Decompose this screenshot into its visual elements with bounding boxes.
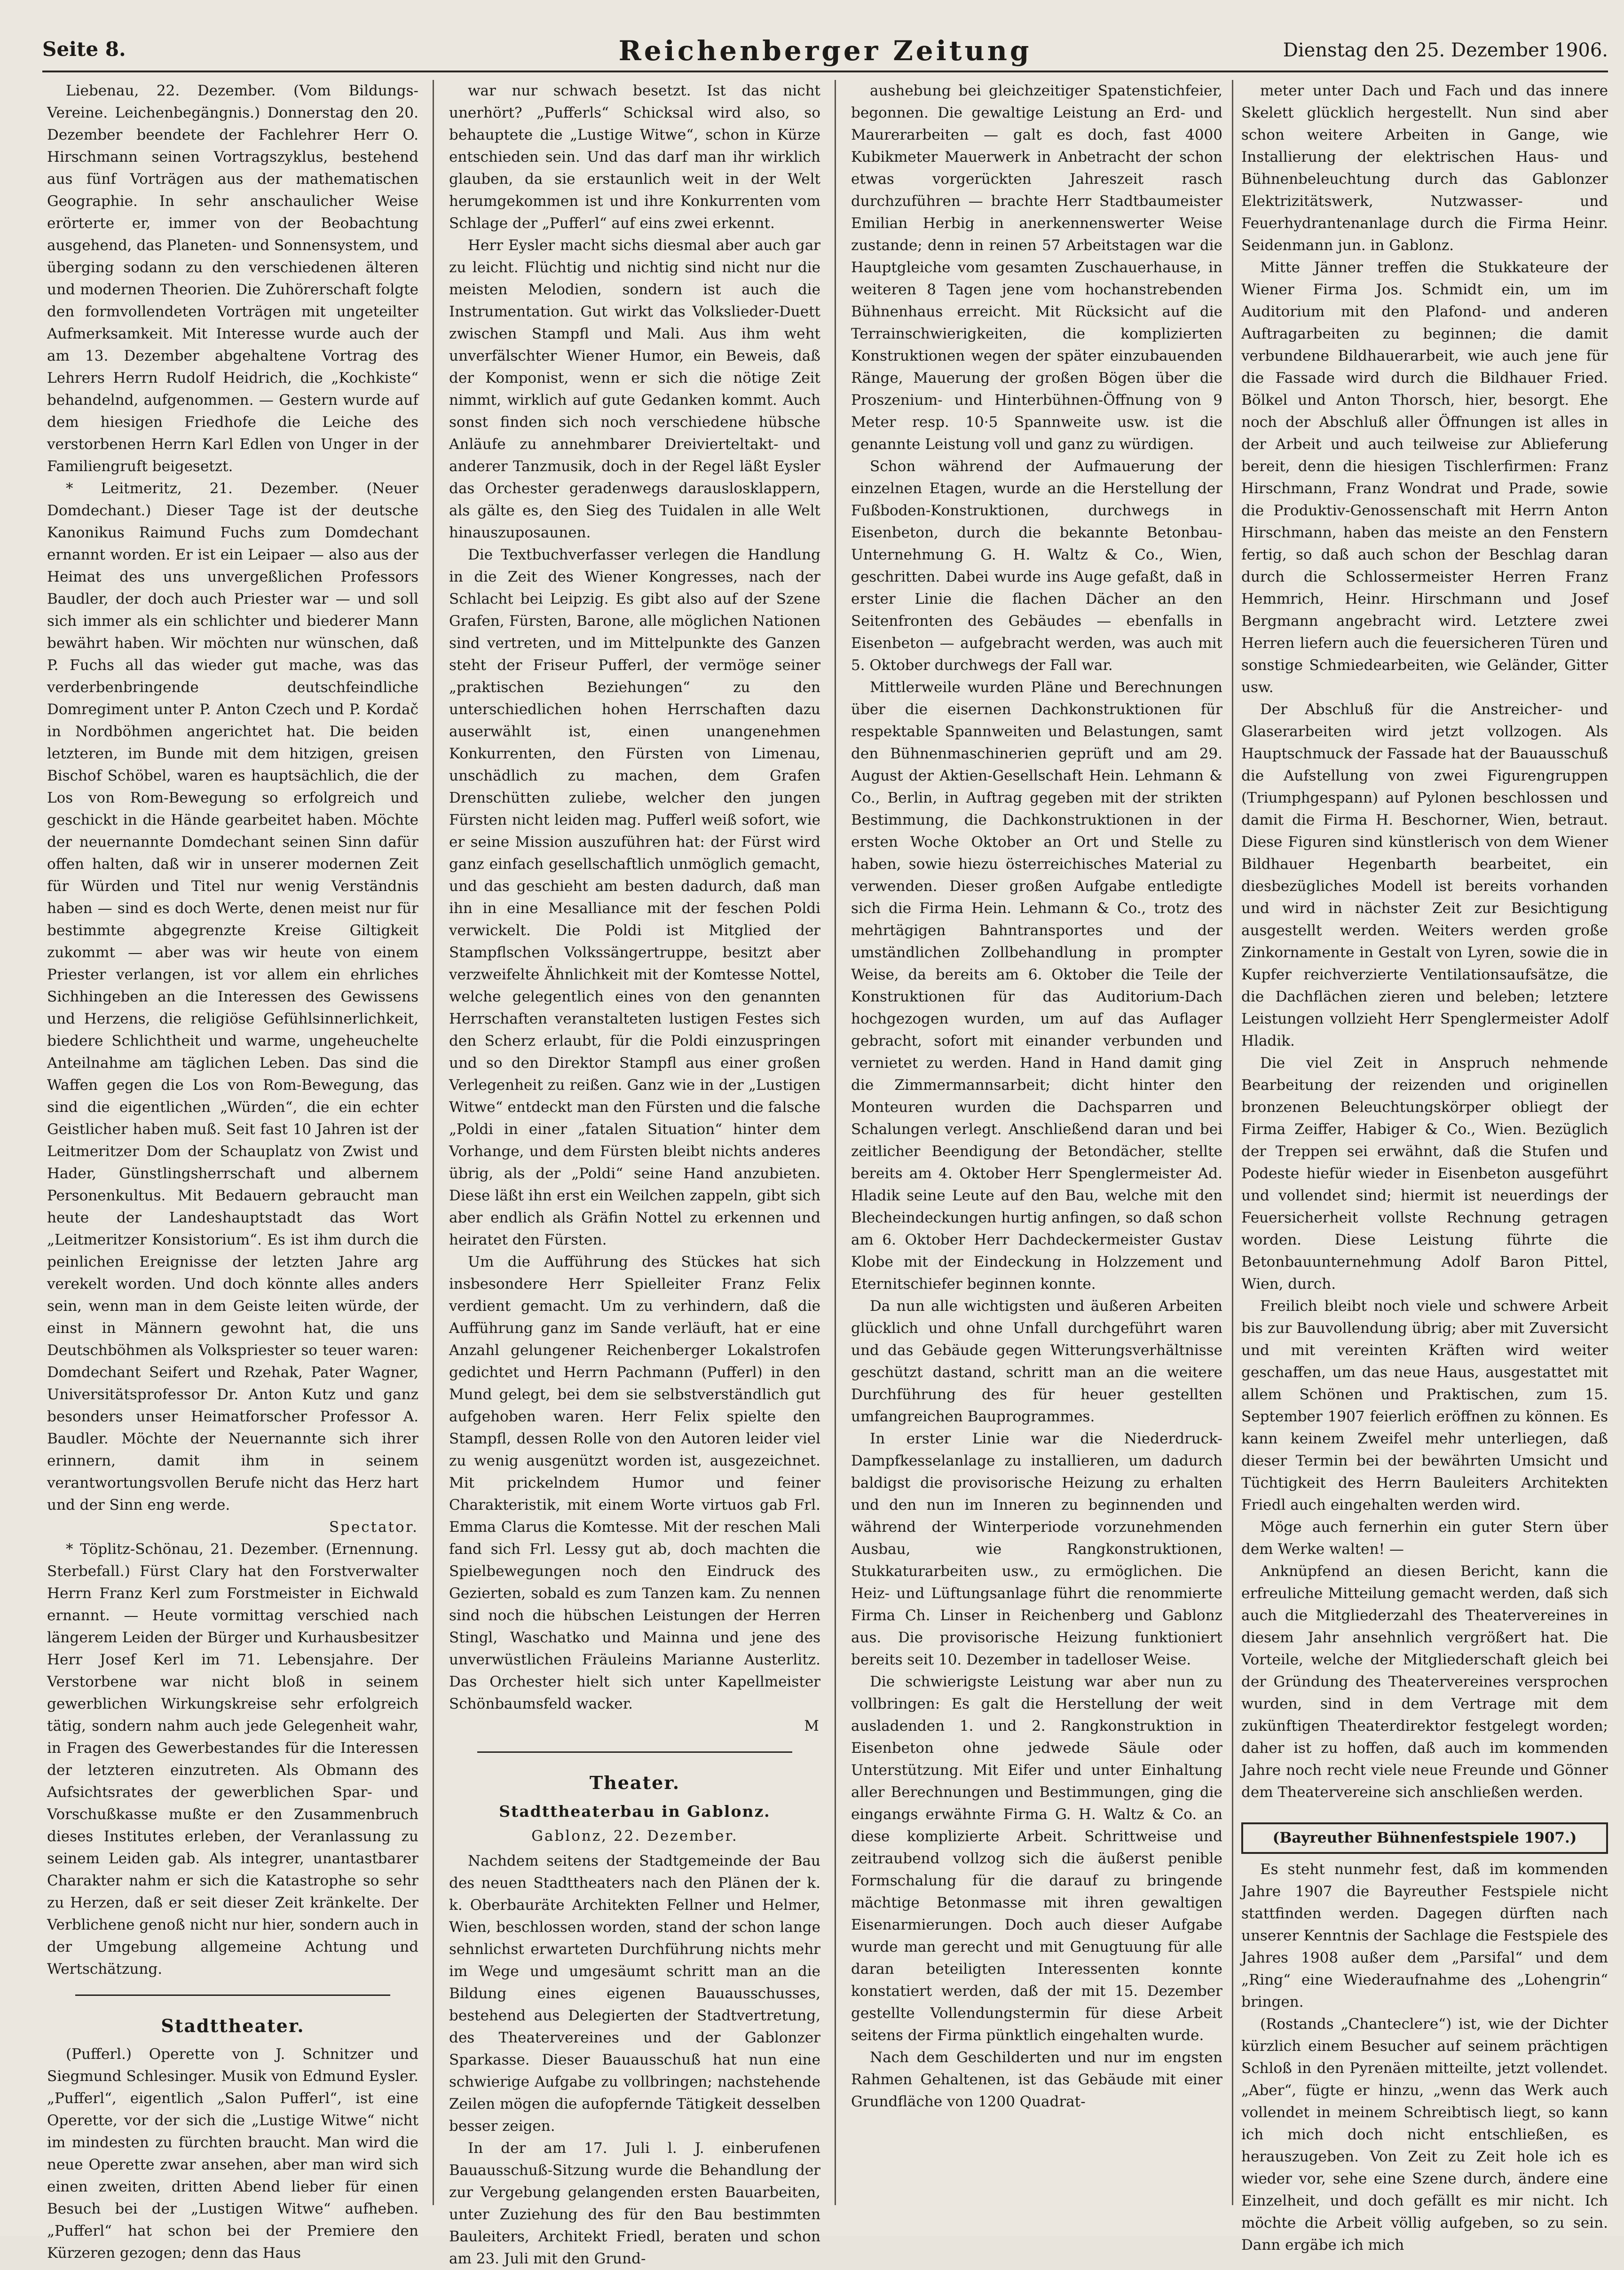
boxed-heading-bayreuth: (Bayreuther Bühnenfestspiele 1907.) <box>1241 1822 1608 1854</box>
article-theaterbau-8: Die schwierigste Leistung war aber nun zu vollbringen: Es galt die Herstellung der weit ausladenden 1. und 2. Rangkonstruktion in Eisenbeton ohne jedwede Säule oder Unterstützung. Mit Eifer und unter Einhaltung aller Berechnungen und Bestimmungen, ging die eingangs erwähnte Firma G. H. Waltz & Co. an diese komplizierte Arbeit. Schrittweise und zeitraubend vollzog sich die äußerst penible Formschalung für die darauf zu bringende mächtige Betonmasse mit ihren gewaltigen Eisenarmierungen. Doch auch dieser Aufgabe wurde man gerecht und mit Genugtuung für alle daran beteiligten Interessenten konnte konstatiert werden, daß der mit 15. Dezember gestellte Vollendungstermin für diese Arbeit seitens der Firma pünktlich eingehalten wurde. <box>851 1673 1222 2044</box>
article-signature: Spectator. <box>329 1519 418 1536</box>
column-1 <box>47 80 418 2262</box>
column-4 <box>1241 80 1608 2254</box>
article-theaterbau-14: Freilich bleibt noch viele und schwere Arbeit bis zur Bauvollendung übrig; aber mit Zuversicht und mit vereinten Kräften wird weiter geschaffen, um das neue Haus, ausgestattet mit allem Schönen und Praktischen, zum 15. September 1907 feierlich eröffnen zu können. Es kann keinem Zweifel mehr unterliegen, daß dieser Termin bei der bewährten Umsicht und Tüchtigkeit des Herrn Bauleiters Architekten Friedl auch eingehalten werden wird. <box>1241 1298 1608 1513</box>
article-chanteclere: (Rostands „Chanteclere“) ist, wie der Dichter kürzlich einem Besucher auf seinem prächtigen Schloß in den Pyrenäen mitteilte, jetzt vollendet. „Aber“, fügte er hinzu, „wenn das Werk auch vollendet in meinem Schreibtisch liegt, so kann ich mich doch nicht entschließen, es herauszugeben. Von Zeit zu Zeit hole ich es wieder vor, sehe eine Szene durch, ändere eine Einzelheit, und doch gefällt es mir nicht. Ich möchte die Arbeit völlig aufgeben, so zu sein. Dann ergäbe ich mich <box>1241 2016 1608 2254</box>
article-theaterbau-2: In der am 17. Juli l. J. einberufenen Bauausschuß-Sitzung wurde die Behandlung der zur Vergebung gelangenden ersten Bauarbeiten, unter Zuziehung des für den Bau bestimmten Bauleiters, Architekt Friedl, beraten und schon am 23. Juli mit den Grund- <box>449 2140 820 2267</box>
article-theaterbau-13: Die viel Zeit in Anspruch nehmende Bearbeitung der reizenden und originellen bronzenen Beleuchtungskörper obliegt der Firma Zeiffer, Habiger & Co., Wien. Bezüglich der Treppen sei erwähnt, daß die Stufen und Podeste hiefür wieder in Eisenbeton ausgeführt und vollendet sind; hiermit ist neuerdings der Feuersicherheit vollste Rechnung getragen worden. Diese Leistung führte die Betonbauunternehmung Adolf Baron Pittel, Wien, durch. <box>1241 1055 1608 1293</box>
column-rule <box>1232 80 1233 2205</box>
page-label: Seite 8. <box>42 38 126 61</box>
article-theaterbau-1: Nachdem seitens der Stadtgemeinde der Bau des neuen Stadttheaters nach den Plänen der k. k. Oberbauräte Architekten Fellner und Helmer, Wien, beschlossen worden, stand der schon lange sehnlichst erwarteten Durchführung nichts mehr im Wege und umgesäumt schritt man an die Bildung eines eigenen Bauausschusses, bestehend aus Delegierten der Stadtvertretung, des Theatervereines und der Gablonzer Sparkasse. Dieser Bauausschuß hat nun eine schwierige Aufgabe zu vollbringen; nachstehende Zeilen mögen die aufopfernde Tätigkeit desselben besser zeigen. <box>449 1852 820 2135</box>
article-teplitz: * Töplitz-Schönau, 21. Dezember. (Ernennung. Sterbefall.) Fürst Clary hat den Forstverwalter Herrn Franz Kerl zum Forstmeister in Eichwald ernannt. — Heute vormittag verschied nach längerem Leiden der Bürger und Kurhausbesitzer Herr Josef Kerl im 71. Lebensjahre. Der Verstorbene war nicht bloß in seinem gewerblichen Wirkungskreise sehr erfolgreich tätig, sondern nahm auch jede Gelegenheit wahr, in Fragen des Gewerbestandes für die Interessen der letzteren einzutreten. Als Obmann des Aufsichtsrates der gewerblichen Spar- und Vorschußkasse mußte er den Zusammenbruch dieses Institutes erleben, der Veranlassung zu seinem Leiden gab. Als integrer, unantastbarer Charakter nahm er sich die Katastrophe so sehr zu Herzen, daß er seit dieser Zeit kränkelte. Der Verblichene genoß nicht nur hier, sondern auch in der Umgebung allgemeine Achtung und Wertschätzung. <box>47 1541 418 1978</box>
review-signature: M <box>804 1718 820 1734</box>
column-rule <box>433 80 434 2205</box>
review-pufferl-cont-3: Die Textbuchverfasser verlegen die Handlung in die Zeit des Wiener Kongresses, nach der Schlacht bei Leipzig. Es gibt also auf der Szene Grafen, Fürsten, Barone, alle möglichen Nationen sind vertreten, und im Mittelpunkte des Ganzen steht der Friseur Pufferl, der vermöge seiner „praktischen Beziehungen“ zu den unterschiedlichen hohen Herrschaften dazu auserwählt ist, einen unangenehmen Konkurrenten, den Fürsten von Limenau, unschädlich zu machen, dem Grafen Drenschütten zuliebe, welcher den jungen Fürsten nicht leiden mag. Pufferl weiß sofort, wie er seine Mission auszuführen hat: der Fürst wird ganz einfach gesellschaftlich unmöglich gemacht, und das geschieht am besten dadurch, daß man ihn in eine Mesalliance mit der feschen Poldi verwickelt. Die Poldi ist Mitglied der Stampflschen Volkssängertruppe, besitzt aber verzweifelte Ähnlichkeit mit der Komtesse Nottel, welche gelegentlich eines von den genannten Herrschaften veranstalteten lustigen Festes sich den Scherz erlaubt, für die Poldi einzuspringen und so den Direktor Stampfl aus einer großen Verlegenheit zu reißen. Ganz wie in der „Lustigen Witwe“ entdeckt man den Fürsten und die falsche „Poldi in einer „fatalen Situation“ hinter dem Vorhange, und dem Fürsten bleibt nichts anderes übrig, als der „Poldi“ seine Hand anzubieten. Diese läßt ihn erst ein Weilchen zappeln, gibt sich aber endlich als Gräfin Nottel zu erkennen und heiratet den Fürsten. <box>449 546 820 1248</box>
article-theaterbau-6: Da nun alle wichtigsten und äußeren Arbeiten glücklich und ohne Unfall durchgeführt waren und das Gebäude gegen Witterungsverhältnisse geschützt dastand, schritt man an die weitere Durchführung des für heuer gestellten umfangreichen Bauprogrammes. <box>851 1298 1222 1425</box>
article-theaterbau-7: In erster Linie war die Niederdruck-Dampfkesselanlage zu installieren, um dadurch baldigst die provisorische Heizung zu erhalten und den nun im Inneren zu beginnenden und während der Winterperiode vorzunehmenden Ausbau, wie Rangkonstruktionen, Stukkaturarbeiten usw., zu ermöglichen. Die Heiz- und Lüftungsanlage führt die renommierte Firma Ch. Linser in Reichenberg und Gablonz aus. Die provisorische Heizung funktioniert bereits seit 10. Dezember in tadelloser Weise. <box>851 1430 1222 1668</box>
article-theaterbau-5: Mittlerweile wurden Pläne und Berechnungen über die eisernen Dachkonstruktionen für respektable Spannweiten und Belastungen, samt den Bühnenmaschinerien geprüft und am 29. August der Aktien-Gesellschaft Hein. Lehmann & Co., Berlin, in Auftrag gegeben mit der strikten Bestimmung, die Dachkonstruktionen in der ersten Woche Oktober an Ort und Stelle zu haben, sowie hiezu österreichisches Material zu verwenden. Dieser großen Aufgabe entledigte sich die Firma Hein. Lehmann & Co., trotz des mehrtägigen Bahntransportes und der umständlichen Zollbehandlung in prompter Weise, da bereits am 6. Oktober die Teile der Konstruktionen für das Auditorium-Dach hochgezogen wurden, um auf das Auflager gebracht, sofort mit einander verbunden und vernietet zu werden. Hand in Hand damit ging die Zimmermannsarbeit; dicht hinter den Monteuren wurden die Dachsparren und Schalungen verlegt. Anschließend daran und bei zeitlicher Beendigung der Betondächer, stellte bereits am 4. Oktober Herr Spenglermeister Ad. Hladik seine Leute auf den Bau, welche mit den Blecheindeckungen hurtig anfingen, so daß schon am 6. Oktober Herr Dachdeckermeister Gustav Klobe mit der Eindeckung in Holzzement und Eternitschiefer beginnen konnte. <box>851 679 1222 1293</box>
review-pufferl: (Pufferl.) Operette von J. Schnitzer und Siegmund Schlesinger. Musik von Edmund Eysler. „Pufferl“, eigentlich „Salon Pufferl“, ist eine Operette, vor der sich die „Lustige Witwe“ nicht im mindesten zu fürchten braucht. Man wird die neue Operette zwar ansehen, aber man wird sich einen zweiten, dritten Abend lieber für einen Besuch bei der „Lustigen Witwe“ aufheben. „Pufferl“ hat schon bei der Premiere den Kürzeren gezogen; denn das Haus <box>47 2046 418 2262</box>
review-pufferl-cont-4: Um die Aufführung des Stückes hat sich insbesondere Herr Spielleiter Franz Felix verdient gemacht. Um zu verhindern, daß die Aufführung ganz im Sande verläuft, hat er eine Anzahl gelungener Reichenberger Lokalstrofen gedichtet und Herrn Pachmann (Pufferl) in den Mund gelegt, bei dem sie selbstverständlich gut aufgehoben waren. Herr Felix spielte den Stampfl, dessen Rolle von den Autoren leider viel zu wenig ausgenützt worden ist, ausgezeichnet. Mit prickelndem Humor und feiner Charakteristik, mit einem Worte virtuos gab Frl. Emma Clarus die Komtesse. Mit der reschen Mali fand sich Frl. Lessy gut ab, doch machten die Spielbewegungen noch den Eindruck des Gezierten, sobald es zum Tanzen kam. Zu nennen sind noch die hübschen Leistungen der Herren Stingl, Waschatko und Mainna und jene des unverwüstlichen Fräuleins Marianne Austerlitz. Das Orchester hielt sich unter Kapellmeister Schönbaumsfeld wacker. <box>449 1253 820 1712</box>
article-theaterbau-16: Anknüpfend an diesen Bericht, kann die erfreuliche Mitteilung gemacht werden, daß sich auch die Mitgliederzahl des Theatervereines in diesem Jahr ansehnlich vergrößert hat. Die Vorteile, welche der Mitgliederschaft gleich bei der Gründung des Theatervereines versprochen wurden, sind in dem Vertrage mit dem zukünftigen Theaterdirektor festgelegt worden; daher ist zu hoffen, daß auch im kommenden Jahre noch recht viele neue Freunde und Gönner dem Theatervereine sich anschließen werden. <box>1241 1563 1608 1801</box>
article-leitmeritz: * Leitmeritz, 21. Dezember. (Neuer Domdechant.) Dieser Tage ist der deutsche Kanonikus Raimund Fuchs zum Domdechant ernannt worden. Er ist ein Leipaer — also aus der Heimat des uns unvergeßlichen Professors Baudler, der doch auch Priester war — und soll sich immer als ein schlichter und biederer Mann bewährt haben. Wir möchten nur wünschen, daß P. Fuchs all das wieder gut mache, was das verderbenbringende deutschfeindliche Domregiment unter P. Anton Czech und P. Kordač in Nordböhmen angerichtet hat. Die beiden letzteren, im Bunde mit dem hitzigen, greisen Bischof Schöbel, waren es hauptsächlich, die der Los von Rom-Bewegung so erfolgreich und geschickt in die Hände gearbeitet haben. Möchte der neuernannte Domdechant seinen Sinn dafür offen halten, daß wir in unserer modernen Zeit für Würden und Titel nur wenig Verständnis haben — sind es doch Werte, denen meist nur für bestimmte abgegrenzte Kreise Giltigkeit zukommt — aber was wir heute von einem Priester verlangen, ist vor allem ein ehrliches Sichhingeben an die Interessen des Gewissens und Herzens, die religiöse Gefühlsinnerlichkeit, biedere Schlichtheit und warme, ungeheuchelte Anteilnahme am täglichen Leben. Das sind die Waffen gegen die Los von Rom-Bewegung, das sind die eigentlichen „Würden“, die ein echter Geistlicher haben muß. Seit fast 10 Jahren ist der Leitmeritzer Dom der Schauplatz von Zwist und Hader, Günstlingsherrschaft und albernem Personenkultus. Mit Bedauern gebraucht man heute der Landeshauptstadt das Wort „Leitmeritzer Konsistorium“. Es ist ihm durch die peinlichen Ereignisse der letzten Jahre arg verekelt worden. Und doch könnte alles anders sein, wenn man in dem Geiste leiten würde, der einst in Männern gewohnt hat, die uns Deutschböhmen als Volkspriester so teuer waren: Domdechant Seifert und Rzehak, Pater Wagner, Universitätsprofessor Dr. Anton Kutz und ganz besonders unser Heimatforscher Professor A. Baudler. Möchte der Neuernannte sich ihrer erinnern, damit ihm in seinem verantwortungsvollen Berufe nicht das Herz hart und der Sinn eng werde. <box>47 480 418 1513</box>
column-3 <box>851 80 1222 2205</box>
article-liebenau: Liebenau, 22. Dezember. (Vom Bildungs-Vereine. Leichenbegängnis.) Donnerstag den 20. Dezember beendete der Fachlehrer Herr O. Hirschmann seinen Vortragszyklus, bestehend aus fünf Vorträgen aus der mathematischen Geographie. In sehr anschaulicher Weise erörterte er, immer von der Beobachtung ausgehend, das Planeten- und Sonnensystem, und überging sodann zu den verschiedenen älteren und modernen Theorien. Die Zuhörerschaft folgte den formvollendeten Vorträgen mit ungeteilter Aufmerksamkeit. Mit Interesse wurde auch der am 13. Dezember abgehaltene Vortrag des Lehrers Herrn Rudolf Heidrich, die „Kochkiste“ behandelnd, aufgenommen. — Gestern wurde auf dem hiesigen Friedhofe die Leiche des verstorbenen Herrn Karl Edlen von Unger in der Familiengruft beigesetzt. <box>47 82 418 475</box>
review-pufferl-cont-2: Herr Eysler macht sichs diesmal aber auch gar zu leicht. Flüchtig und nichtig sind nicht nur die meisten Melodien, sondern ist auch die Instrumentation. Gut wirkt das Volkslieder-Duett zwischen Stampfl und Mali. Aus ihm weht unverfälschter Wiener Humor, ein Beweis, daß der Komponist, wenn er sich die nötige Zeit nimmt, wirklich auf gute Gedanken kommt. Auch sonst finden sich noch verschiedene hübsche Anläufe zu annehmbarer Dreivierteltakt- und anderer Tanzmusik, doch in der Regel läßt Eysler das Orchester geradenwegs darauslosklappern, als gälte es, den Sieg des Tuidalen in alle Welt hinauszuposaunen. <box>449 237 820 541</box>
article-bayreuth: Es steht nunmehr fest, daß im kommenden Jahre 1907 die Bayreuther Festspiele nicht stattfinden werden. Dagegen dürften nach unserer Kenntnis der Sachlage die Festspiele des Jahres 1908 außer dem „Parsifal“ und dem „Ring“ eine Wiederaufnahme des „Lohengrin“ bringen. <box>1241 1861 1608 2010</box>
article-theaterbau-11: Mitte Jänner treffen die Stukkateure der Wiener Firma Jos. Schmidt ein, um im Auditorium mit den Plafond- und anderen Auftragarbeiten zu beginnen; die damit verbundene Bildhauerarbeit, wie auch jene für die Fassade wird durch die Bildhauer Fried. Bölkel und Anton Thorsch, hier, besorgt. Ehe noch der Abschluß aller Öffnungen ist alles in der Arbeit und auch teilweise zur Ablieferung bereit, denn die hiesigen Tischlerfirmen: Franz Hirschmann, Franz Wondrat und Prade, sowie die Produktiv-Genossenschaft mit Herrn Anton Hirschmann, haben das meiste an den Fenstern fertig, so daß auch schon der Beschlag daran durch die Schlossermeister Herren Franz Hemmrich, Heinr. Hirschmann und Josef Bergmann angebracht wird. Letztere zwei Herren liefern auch die feuersicheren Türen und sonstige Schmiedearbeiten, wie Geländer, Gitter usw. <box>1241 259 1608 696</box>
article-theaterbau-4: Schon während der Aufmauerung der einzelnen Etagen, wurde an die Herstellung der Fußboden-Konstruktionen, durchwegs in Eisenbeton, durch die bekannte Betonbau-Unternehmung G. H. Waltz & Co., Wien, geschritten. Dabei wurde ins Auge gefaßt, daß in erster Linie die flachen Dächer an den Seitenfronten des Gebäudes — ebenfalls in Eisenbeton — aufgebracht werden, was auch mit 5. Oktober durchwegs der Fall war. <box>851 458 1222 674</box>
dateline: Gablonz, 22. Dezember. <box>531 1828 738 1844</box>
page-header <box>42 33 1608 72</box>
column-2 <box>449 80 820 2267</box>
article-theaterbau-12: Der Abschluß für die Anstreicher- und Glaserarbeiten wird jetzt vollzogen. Als Hauptschmuck der Fassade hat der Bauausschuß die Aufstellung von zwei Figurengruppen (Triumphgespann) auf Pylonen beschlossen und damit die Firma H. Beschorner, Wien, betraut. Diese Figuren sind künstlerisch von dem Wiener Bildhauer Hegenbarth bearbeitet, ein diesbezügliches Modell ist bereits vorhanden und wird in nächster Zeit zur Besichtigung ausgestellt werden. Weiters werden große Zinkornamente in Gestalt von Lyren, sowie die in Kupfer reichverzierte Ventilationsaufsätze, die die Dachflächen zieren und beleben; letztere Leistungen vollzieht Herr Spenglermeister Adolf Hladik. <box>1241 701 1608 1049</box>
article-theaterbau-10: meter unter Dach und Fach und das innere Skelett glücklich hergestellt. Nun sind aber schon weitere Arbeiten in Gange, wie Installierung der elektrischen Haus- und Bühnenbeleuchtung durch das Gablonzer Elektrizitätswerk, Nutzwasser- und Feuerhydrantenanlage durch die Firma Heinr. Seidenmann jun. in Gablonz. <box>1241 82 1608 254</box>
newspaper-title: Reichenberger Zeitung <box>618 35 1032 67</box>
review-pufferl-cont-1: war nur schwach besetzt. Ist das nicht unerhört? „Pufferls“ Schicksal wird also, so behauptete die „Lustige Witwe“, schon in Kürze entschieden sein. Und das darf man ihr wirklich glauben, da sie erstaunlich weit in der Welt herumgekommen ist und ihre Konkurrenten vom Schlage der „Pufferl“ auf eins zwei erkennt. <box>449 82 820 232</box>
subheading-theaterbau: Stadttheaterbau in Gablonz. <box>499 1802 771 1821</box>
article-theaterbau-15: Möge auch fernerhin ein guter Stern über dem Werke walten! — <box>1241 1519 1608 1558</box>
section-heading-stadttheater: Stadttheater. <box>161 2015 305 2036</box>
article-theaterbau-3: aushebung bei gleichzeitiger Spatenstichfeier, begonnen. Die gewaltige Leistung an Erd- und Maurerarbeiten — galt es doch, fast 4000 Kubikmeter Mauerwerk in Anbetracht der schon etwas vorgerückten Jahreszeit rasch durchzuführen — brachte Herr Stadtbaumeister Emilian Herbig in anerkennenswerter Weise zustande; denn in reinen 57 Arbeitstagen war die Hauptgleiche vom gesamten Zuschauerhause, in weiteren 8 Tagen jene vom hochanstrebenden Bühnenhaus erreicht. Mit Rücksicht auf die Terrainschwierigkeiten, die komplizierten Konstruktionen wegen der später einzubauenden Ränge, Mauerung der großen Bögen über die Proszenium- und Hinterbühnen-Öffnung von 9 Meter resp. 10·5 Spannweite usw. ist die genannte Leistung voll und ganz zu würdigen. <box>851 82 1222 453</box>
section-heading-theater: Theater. <box>589 1772 680 1793</box>
section-divider <box>477 1751 792 1753</box>
section-divider <box>75 1994 390 1996</box>
issue-date: Dienstag den 25. Dezember 1906. <box>1283 39 1608 61</box>
article-theaterbau-9: Nach dem Geschilderten und nur im engsten Rahmen Gehaltenen, ist das Gebäude mit einer Grundfläche von 1200 Quadrat- <box>851 2049 1222 2110</box>
column-rule <box>835 80 836 2205</box>
